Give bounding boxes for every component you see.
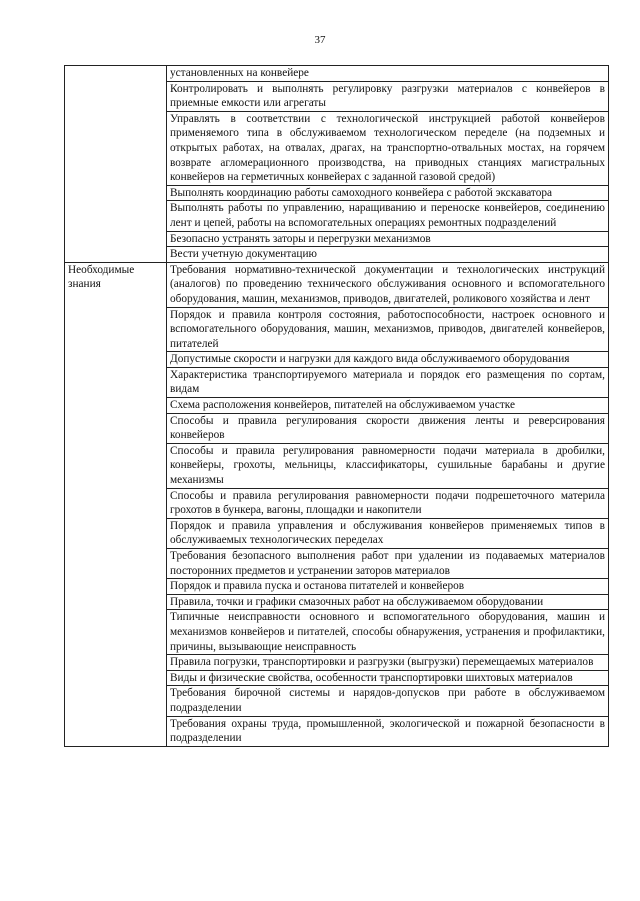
skill-item: Управлять в соответствии с технологической инструкцией работой конвейеров применяемого типа в обслуживаемом технологическом переделе (на подземных и открытых работах, на отвалах, драгах, на транспортно-отвальных мостах, на горячем возврате агломерационного производства, на приводных станциях магистральных конвейеров на герметичных конвейерах с заданной газовой средой) (167, 111, 609, 185)
knowledge-item: Порядок и правила управления и обслуживания конвейеров применяемых типов в обслуживаемых технологических переделах (167, 518, 609, 548)
skill-item: Вести учетную документацию (167, 247, 609, 263)
knowledge-item: Требования нормативно-технической документации и технологических инструкций (аналогов) по проведению технического обслуживания основного и вспомогательного оборудования, машин, механизмов, приводов, двигателей, роликового хозяйства и лент (167, 262, 609, 307)
knowledge-item: Виды и физические свойства, особенности транспортировки шихтовых материалов (167, 670, 609, 686)
knowledge-item: Требования охраны труда, промышленной, экологической и пожарной безопасности в подразделении (167, 716, 609, 746)
knowledge-item: Способы и правила регулирования равномерности подачи подрешеточного материла грохотов в бункера, вагоны, площадки и накопители (167, 488, 609, 518)
knowledge-item: Типичные неисправности основного и вспомогательного оборудования, машин и механизмов конвейеров и питателей, способы обнаружения, устранения и профилактики, причины, вызывающие неисправность (167, 610, 609, 655)
knowledge-item: Требования бирочной системы и нарядов-допусков при работе в обслуживаемом подразделении (167, 686, 609, 716)
knowledge-item: Способы и правила регулирования равномерности подачи материала в дробилки, конвейеры, грохоты, мельницы, классификаторы, сушильные барабаны и другие механизмы (167, 443, 609, 488)
table-row (65, 66, 609, 82)
skill-item: Выполнять работы по управлению, наращиванию и переноске конвейеров, соединению лент и цепей, работы на вспомогательных операциях ремонтных подразделений (167, 201, 609, 231)
knowledge-item: Правила, точки и графики смазочных работ на обслуживаемом оборудовании (167, 594, 609, 610)
qualification-table (64, 65, 609, 747)
knowledge-item: Порядок и правила пуска и останова питателей и конвейеров (167, 579, 609, 595)
skill-item: установленных на конвейере (167, 66, 609, 82)
knowledge-item: Требования безопасного выполнения работ при удалении из подаваемых материалов посторонних предметов и устранении заторов материалов (167, 549, 609, 579)
knowledge-item: Допустимые скорости и нагрузки для каждого вида обслуживаемого оборудования (167, 352, 609, 368)
skill-item: Выполнять координацию работы самоходного конвейера с работой экскаватора (167, 185, 609, 201)
knowledge-item: Порядок и правила контроля состояния, работоспособности, настроек основного и вспомогательного оборудования, машин, механизмов, приводов, двигателей конвейеров, питателей (167, 307, 609, 352)
knowledge-label: Необходимые знания (65, 262, 167, 746)
table-row (65, 262, 609, 307)
skills-label-cell (65, 66, 167, 263)
knowledge-item: Характеристика транспортируемого материала и порядок его размещения по сортам, видам (167, 367, 609, 397)
knowledge-item: Правила погрузки, транспортировки и разгрузки (выгрузки) перемещаемых материалов (167, 655, 609, 671)
skill-item: Безопасно устранять заторы и перегрузки механизмов (167, 231, 609, 247)
page-number: 37 (314, 34, 326, 46)
skill-item: Контролировать и выполнять регулировку разгрузки материалов с конвейеров в приемные емкости или агрегаты (167, 81, 609, 111)
knowledge-item: Способы и правила регулирования скорости движения ленты и реверсирования конвейеров (167, 413, 609, 443)
knowledge-item: Схема расположения конвейеров, питателей на обслуживаемом участке (167, 398, 609, 414)
qualification-table-body (65, 66, 609, 747)
